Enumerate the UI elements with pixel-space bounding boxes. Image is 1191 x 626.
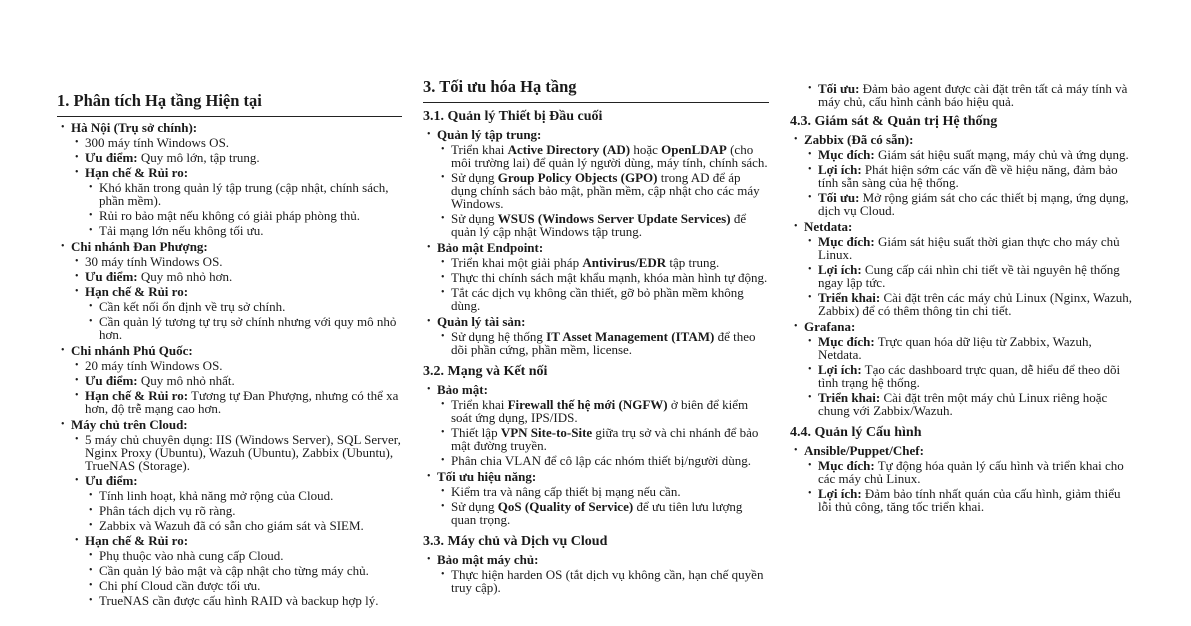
item-label: Chi nhánh Đan Phượng: <box>71 239 208 254</box>
item-label: Hà Nội (Trụ sở chính): <box>71 120 198 135</box>
item-text: trong AD để áp dụng chính sách bảo mật, phần mềm, cập nhật cho các máy Windows. <box>451 170 760 211</box>
item-emphasis: IT Asset Management (ITAM) <box>546 329 715 344</box>
item-label: Hạn chế & Rủi ro: <box>85 388 189 403</box>
subsection-list <box>423 128 769 356</box>
item-label: Mục đích: <box>818 234 875 249</box>
item-text: Cài đặt trên một máy chủ Linux riêng hoặc chung với Zabbix/Wazuh. <box>818 390 1108 418</box>
item-text: giữa trụ sở và chi nhánh để bảo mật đường truyền. <box>451 425 759 453</box>
list-item <box>790 363 1136 389</box>
subsection-list <box>790 133 1136 417</box>
list-item <box>57 315 402 341</box>
item-text: để quản lý cập nhật Windows tập trung. <box>451 211 747 239</box>
item-label: Hạn chế & Rủi ro: <box>85 165 189 180</box>
item-text: Zabbix và Wazuh đã có sẵn cho giám sát và SIEM. <box>99 518 364 533</box>
item-label: Mục đích: <box>818 458 875 473</box>
list-item <box>57 433 402 472</box>
list-item <box>790 148 1136 161</box>
subsection-heading: 4.3. Giám sát & Quản trị Hệ thống <box>790 114 998 129</box>
list-item <box>423 398 769 424</box>
item-label: Mục đích: <box>818 334 875 349</box>
list-item <box>423 241 769 254</box>
current-infrastructure-list <box>57 121 402 607</box>
list-item <box>57 300 402 313</box>
list-item <box>423 426 769 452</box>
subsection-heading: 3.1. Quản lý Thiết bị Đầu cuối <box>423 109 603 124</box>
item-text: Sử dụng hệ thống <box>451 329 547 344</box>
item-text: Tắt các dịch vụ không cần thiết, gỡ bỏ phần mềm không dùng. <box>451 285 744 313</box>
item-label: Bảo mật máy chủ: <box>437 552 539 567</box>
item-label: Ưu điểm: <box>85 150 138 165</box>
list-item <box>423 568 769 594</box>
item-text: Triển khai <box>451 397 508 412</box>
item-text: Tương tự Đan Phượng, nhưng có thể xa hơn, độ trễ mạng cao hơn. <box>85 388 399 416</box>
column-infrastructure-optimization <box>423 78 769 594</box>
list-item <box>423 500 769 526</box>
item-label: Hạn chế & Rủi ro: <box>85 284 189 299</box>
subsection-list <box>790 444 1136 513</box>
list-item <box>790 191 1136 217</box>
list-item <box>57 344 402 357</box>
list-item <box>57 151 402 164</box>
list-item <box>423 271 769 284</box>
column-current-infrastructure <box>57 92 402 607</box>
list-item <box>57 519 402 532</box>
list-item <box>57 209 402 222</box>
item-emphasis: Active Directory (AD) <box>507 142 631 157</box>
list-item <box>790 444 1136 457</box>
item-text: để theo dõi phần cứng, phần mềm, license. <box>451 329 756 357</box>
list-item <box>790 235 1136 261</box>
list-item <box>790 133 1136 146</box>
item-text: Cần kết nối ổn định về trụ sở chính. <box>99 299 286 314</box>
item-text: Phát hiện sớm các vấn đề về hiệu năng, đảm bảo tính sẵn sàng của hệ thống. <box>818 162 1118 190</box>
item-text: ở biên để kiểm soát ứng dụng, IPS/IDS. <box>451 397 749 425</box>
item-label: Ưu điểm: <box>85 473 138 488</box>
list-item <box>790 263 1136 289</box>
list-item <box>423 485 769 498</box>
item-text: Thực thi chính sách mật khẩu mạnh, khóa màn hình tự động. <box>451 270 768 285</box>
list-item <box>423 128 769 141</box>
list-item <box>423 212 769 238</box>
item-text: Quy mô nhỏ hơn. <box>137 269 233 284</box>
list-item <box>57 504 402 517</box>
item-text: Đảm bảo tính nhất quán của cấu hình, giảm thiểu lỗi thủ công, tăng tốc triển khai. <box>818 486 1121 514</box>
list-item <box>790 163 1136 189</box>
list-item <box>423 553 769 566</box>
item-text: Tải mạng lớn nếu không tối ưu. <box>99 223 264 238</box>
list-item <box>423 383 769 396</box>
item-text: 300 máy tính Windows OS. <box>85 135 230 150</box>
item-text: (cho môi trường lai) để quản lý người dùng, máy tính, chính sách. <box>451 142 768 170</box>
item-text: Triển khai <box>451 142 508 157</box>
list-item <box>423 470 769 483</box>
item-label: Netdata: <box>804 219 853 234</box>
list-item <box>423 330 769 356</box>
item-label: Triển khai: <box>818 390 881 405</box>
list-item <box>57 240 402 253</box>
list-item <box>790 291 1136 317</box>
list-item <box>57 181 402 207</box>
item-emphasis: VPN Site-to-Site <box>500 425 593 440</box>
list-item <box>423 256 769 269</box>
item-label: Lợi ích: <box>818 486 862 501</box>
optimization-subsections <box>423 109 769 594</box>
list-item <box>423 315 769 328</box>
monitoring-subsections <box>790 114 1136 513</box>
list-item <box>57 534 402 547</box>
item-text: Kiểm tra và nâng cấp thiết bị mạng nếu cần. <box>451 484 681 499</box>
item-text: Chi phí Cloud cần được tối ưu. <box>99 578 261 593</box>
list-item <box>57 359 402 372</box>
list-item <box>57 121 402 134</box>
item-text: hoặc <box>630 142 662 157</box>
item-text: Trực quan hóa dữ liệu từ Zabbix, Wazuh, Netdata. <box>818 334 1092 362</box>
item-label: Bảo mật Endpoint: <box>437 240 544 255</box>
subsection-list <box>423 553 769 594</box>
item-emphasis: Antivirus/EDR <box>582 255 667 270</box>
item-text: Sử dụng <box>451 499 498 514</box>
item-emphasis: OpenLDAP <box>661 142 727 157</box>
item-text: Phân tách dịch vụ rõ ràng. <box>99 503 236 518</box>
subsection-heading: 4.4. Quản lý Cấu hình <box>790 425 922 440</box>
list-item <box>57 136 402 149</box>
list-item <box>57 489 402 502</box>
list-item <box>57 564 402 577</box>
item-label: Tối ưu hiệu năng: <box>437 469 537 484</box>
item-emphasis: QoS (Quality of Service) <box>497 499 634 514</box>
item-label: Tối ưu: <box>818 81 860 96</box>
list-item <box>423 454 769 467</box>
item-text: TrueNAS cần được cấu hình RAID và backup hợp lý. <box>99 593 379 608</box>
item-text: Quy mô lớn, tập trung. <box>137 150 260 165</box>
item-text: Đảm bảo agent được cài đặt trên tất cả máy tính và máy chủ, cấu hình cảnh báo hiệu quả. <box>818 81 1128 109</box>
list-item <box>790 487 1136 513</box>
item-text: Phụ thuộc vào nhà cung cấp Cloud. <box>99 548 284 563</box>
item-text: Khó khăn trong quản lý tập trung (cập nhật, chính sách, phần mềm). <box>99 180 389 208</box>
item-text: Triển khai một giải pháp <box>451 255 583 270</box>
list-item <box>57 285 402 298</box>
item-text: Cần quản lý bảo mật và cập nhật cho từng máy chủ. <box>99 563 369 578</box>
item-label: Mục đích: <box>818 147 875 162</box>
item-label: Hạn chế & Rủi ro: <box>85 533 189 548</box>
list-item <box>57 374 402 387</box>
subsection-list <box>423 383 769 526</box>
list-item <box>57 255 402 268</box>
subsection-heading: 3.2. Mạng và Kết nối <box>423 364 548 379</box>
item-emphasis: WSUS (Windows Server Update Services) <box>497 211 731 226</box>
item-text: Tính linh hoạt, khả năng mở rộng của Cloud. <box>99 488 334 503</box>
item-text: Phân chia VLAN để cô lập các nhóm thiết bị/người dùng. <box>451 453 751 468</box>
item-text: Cần quản lý tương tự trụ sở chính nhưng với quy mô nhỏ hơn. <box>99 314 397 342</box>
column-monitoring-management <box>790 80 1136 513</box>
item-label: Máy chủ trên Cloud: <box>71 417 188 432</box>
list-item <box>57 389 402 415</box>
list-item <box>790 320 1136 333</box>
list-item <box>790 335 1136 361</box>
item-text: Sử dụng <box>451 211 498 226</box>
list-item <box>790 82 1136 108</box>
list-item <box>57 474 402 487</box>
item-label: Ansible/Puppet/Chef: <box>804 443 924 458</box>
item-text: Quy mô nhỏ nhất. <box>137 373 235 388</box>
item-text: Giám sát hiệu suất thời gian thực cho máy chủ Linux. <box>818 234 1120 262</box>
item-label: Triển khai: <box>818 290 881 305</box>
list-item <box>57 549 402 562</box>
item-label: Ưu điểm: <box>85 373 138 388</box>
item-label: Grafana: <box>804 319 856 334</box>
list-item <box>423 286 769 312</box>
section-title-infrastructure-optimization: 3. Tối ưu hóa Hạ tầng <box>423 78 769 103</box>
item-label: Quản lý tài sản: <box>437 314 526 329</box>
item-text: Mở rộng giám sát cho các thiết bị mạng, ứng dụng, dịch vụ Cloud. <box>818 190 1129 218</box>
item-label: Lợi ích: <box>818 262 862 277</box>
list-item <box>423 143 769 169</box>
item-text: Sử dụng <box>451 170 498 185</box>
item-text: Rủi ro bảo mật nếu không có giải pháp phòng thủ. <box>99 208 361 223</box>
item-label: Tối ưu: <box>818 190 860 205</box>
item-text: 20 máy tính Windows OS. <box>85 358 223 373</box>
list-item <box>790 459 1136 485</box>
item-label: Zabbix (Đã có sẵn): <box>804 132 914 147</box>
item-emphasis: Group Policy Objects (GPO) <box>497 170 658 185</box>
section-title-current-infrastructure: 1. Phân tích Hạ tầng Hiện tại <box>57 92 402 117</box>
list-item <box>57 270 402 283</box>
item-label: Bảo mật: <box>437 382 488 397</box>
item-text: để ưu tiên lưu lượng quan trọng. <box>451 499 743 527</box>
item-label: Ưu điểm: <box>85 269 138 284</box>
item-text: tập trung. <box>666 255 720 270</box>
list-item <box>790 391 1136 417</box>
list-item <box>57 594 402 607</box>
list-item <box>57 579 402 592</box>
list-item <box>423 171 769 210</box>
item-label: Chi nhánh Phú Quốc: <box>71 343 193 358</box>
list-item <box>790 220 1136 233</box>
item-text: Cài đặt trên các máy chủ Linux (Nginx, Wazuh, Zabbix) để có thêm thông tin chi tiết. <box>818 290 1133 318</box>
subsection-heading: 3.3. Máy chủ và Dịch vụ Cloud <box>423 534 608 549</box>
item-text: Giám sát hiệu suất mạng, máy chủ và ứng dụng. <box>874 147 1129 162</box>
item-text: Thiết lập <box>451 425 501 440</box>
list-item <box>57 418 402 431</box>
item-text: 5 máy chủ chuyên dụng: IIS (Windows Server), SQL Server, Nginx Proxy (Ubuntu), Wazuh (Ubuntu), Zabbix (Ubuntu), TrueNAS (Storage). <box>85 432 401 473</box>
list-item <box>57 166 402 179</box>
item-text: 30 máy tính Windows OS. <box>85 254 223 269</box>
item-text: Tạo các dashboard trực quan, dễ hiểu để theo dõi tình trạng hệ thống. <box>818 362 1121 390</box>
item-text: Thực hiện harden OS (tắt dịch vụ không cần, hạn chế quyền truy cập). <box>451 567 764 595</box>
continued-list <box>790 82 1136 108</box>
item-label: Lợi ích: <box>818 162 862 177</box>
item-text: Cung cấp cái nhìn chi tiết về tài nguyên hệ thống ngay lập tức. <box>818 262 1120 290</box>
item-text: Tự động hóa quản lý cấu hình và triển khai cho các máy chủ Linux. <box>818 458 1124 486</box>
item-label: Lợi ích: <box>818 362 862 377</box>
item-emphasis: Firewall thế hệ mới (NGFW) <box>507 397 668 412</box>
list-item <box>57 224 402 237</box>
item-label: Quản lý tập trung: <box>437 127 542 142</box>
